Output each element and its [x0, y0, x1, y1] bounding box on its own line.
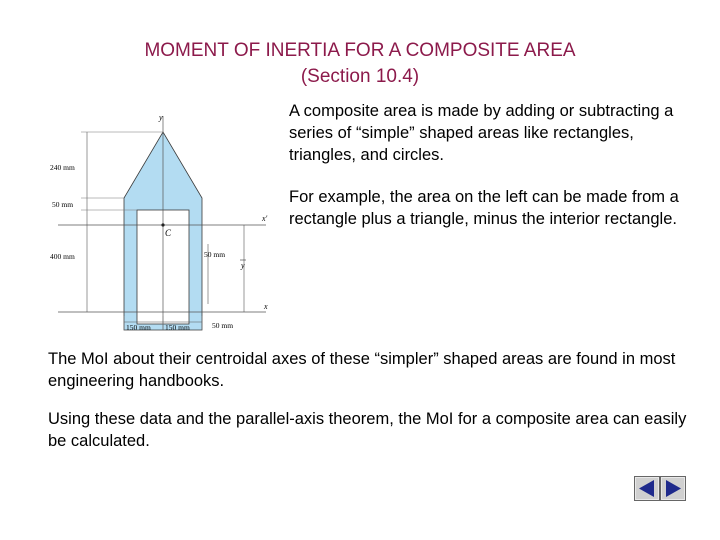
y-axis-label: y [159, 113, 163, 122]
composite-area-diagram [48, 108, 278, 336]
slide-title-line2: (Section 10.4) [300, 66, 420, 87]
paragraph-example: For example, the area on the left can be made from a rectangle plus a triangle, minus the interior rectangle. [289, 188, 679, 228]
composite-area-figure [48, 108, 278, 336]
paragraph-handbooks: The MoI about their centroidal axes of these “simpler” shaped areas are found in most engineering handbooks. [48, 350, 676, 390]
x-prime-label: x' [262, 214, 268, 223]
ybar-label: y [241, 261, 245, 270]
dim-150b-label: 150 mm [165, 323, 190, 332]
dim-50-bottom-label: 50 mm [212, 321, 234, 330]
next-slide-button[interactable] [661, 477, 686, 501]
dim-240-label: 240 mm [50, 163, 75, 172]
paragraph-composite-definition: A composite area is made by adding or subtracting a series of “simple” shaped areas like rectangles, triangles, and circles. [289, 102, 674, 164]
slide-title-line1: MOMENT OF INERTIA FOR A COMPOSITE AREA [144, 40, 576, 61]
dim-400-label: 400 mm [50, 252, 75, 261]
x-axis-label: x [264, 302, 268, 311]
paragraph-parallel-axis: Using these data and the parallel-axis theorem, the MoI for a composite area can easily be calculated. [48, 410, 687, 450]
centroid-label: C [165, 228, 172, 238]
dim-50-right-label: 50 mm [204, 250, 226, 259]
slide-title [0, 38, 720, 90]
dim-50-left-label: 50 mm [52, 200, 74, 209]
previous-slide-button[interactable] [635, 477, 660, 501]
slide-navigation [634, 476, 686, 501]
dim-150a-label: 150 mm [126, 323, 151, 332]
centroid-point [161, 223, 164, 226]
